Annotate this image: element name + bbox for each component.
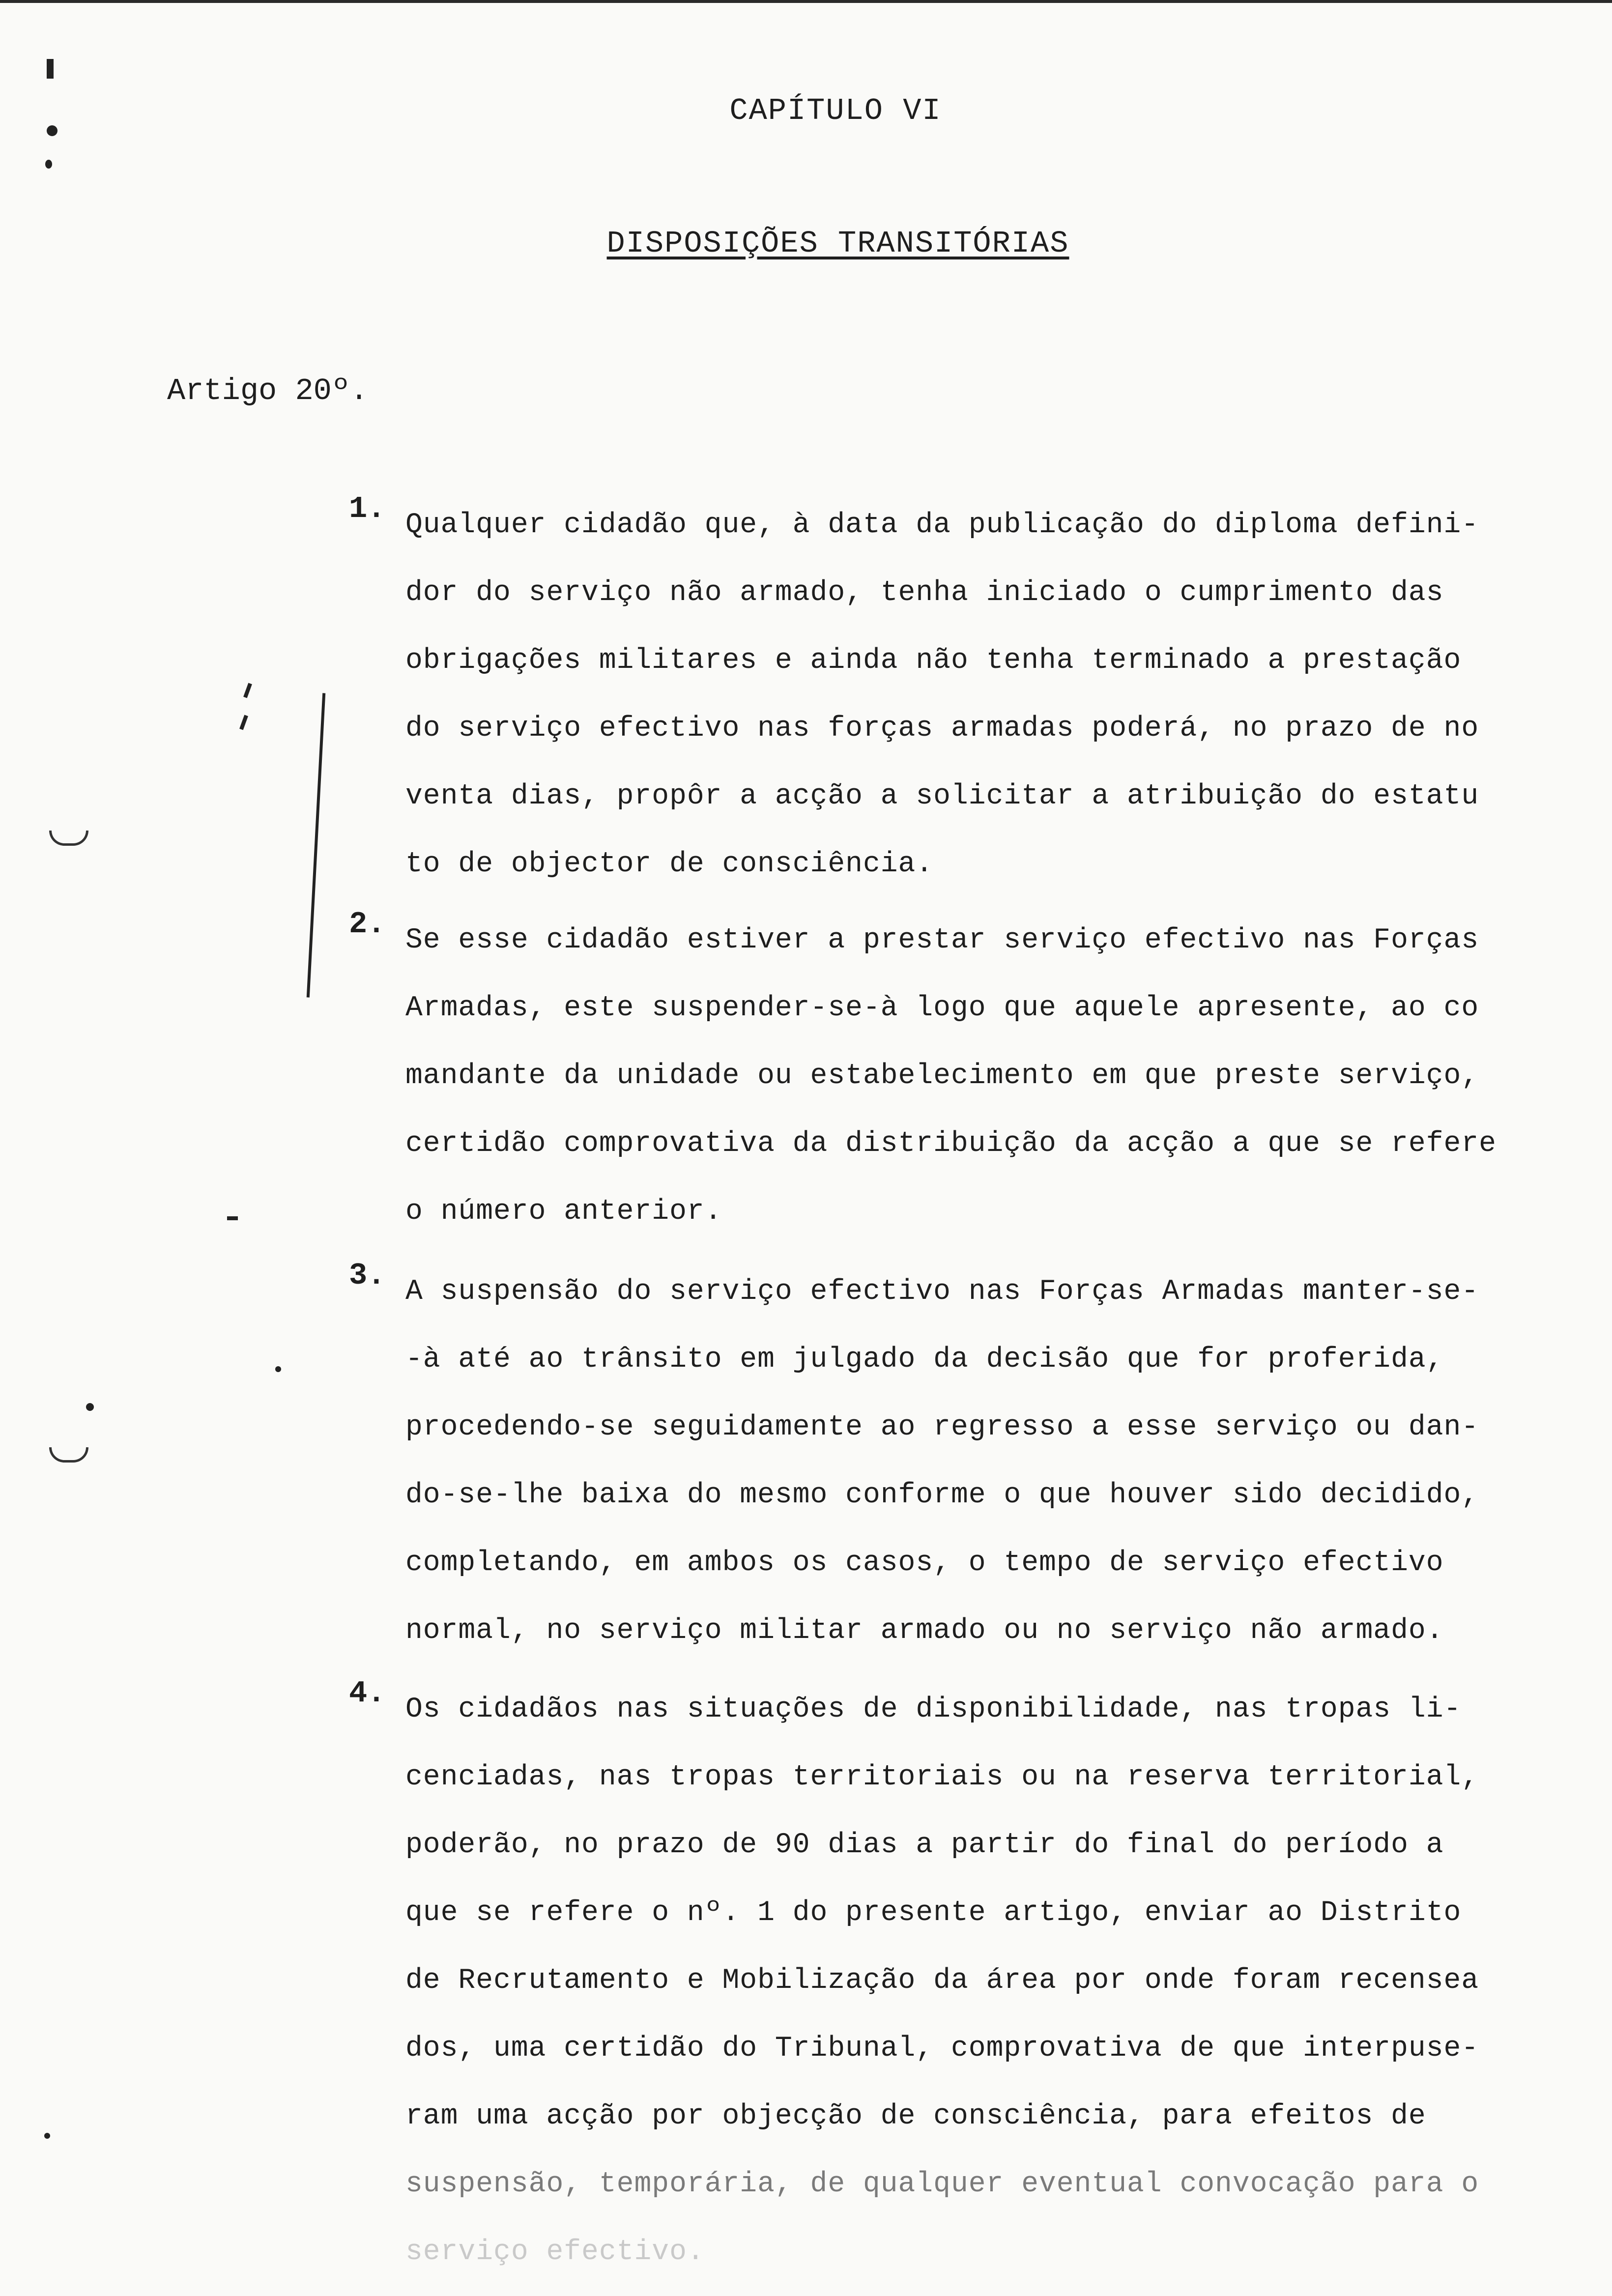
margin-mark [45, 160, 52, 169]
paragraph-number: 2. [349, 907, 386, 942]
paragraph-1 [349, 491, 1538, 898]
paragraph-2 [349, 907, 1538, 1246]
paragraph-line: do-se-lhe baixa do mesmo conforme o que houver sido decidido, [405, 1479, 1479, 1511]
paragraph-line: o número anterior. [405, 1196, 722, 1228]
margin-mark [227, 1216, 238, 1220]
paragraph-number: 1. [349, 491, 386, 526]
paragraph-line: do serviço efectivo nas forças armadas poderá, no prazo de no [405, 713, 1479, 745]
margin-mark [275, 1366, 281, 1372]
paragraph-line: obrigações militares e ainda não tenha terminado a prestação [405, 645, 1462, 677]
margin-mark [307, 693, 325, 997]
paragraph-line: Se esse cidadão estiver a prestar serviço efectivo nas Forças [405, 924, 1479, 956]
page-top-border [0, 0, 1612, 3]
paragraph-line: dor do serviço não armado, tenha iniciado o cumprimento das [405, 577, 1444, 609]
paragraph-line: poderão, no prazo de 90 dias a partir do final do período a [405, 1829, 1444, 1861]
paragraph-line: venta dias, propôr a acção a solicitar a atribuição do estatu [405, 780, 1479, 812]
margin-curve [49, 831, 88, 846]
paragraph-line: A suspensão do serviço efectivo nas Forças Armadas manter-se- [405, 1276, 1479, 1308]
margin-mark [44, 2133, 50, 2139]
chapter-heading: CAPÍTULO VI [729, 93, 942, 128]
paragraph-number: 3. [349, 1258, 386, 1293]
paragraph-line: normal, no serviço militar armado ou no serviço não armado. [405, 1615, 1444, 1647]
paragraph-line: procedendo-se seguidamente ao regresso a esse serviço ou dan- [405, 1411, 1479, 1443]
paragraph-line: -à até ao trânsito em julgado da decisão que for proferida, [405, 1344, 1444, 1376]
paragraph-line: ram uma acção por objecção de consciência, para efeitos de [405, 2100, 1426, 2132]
paragraph-3 [349, 1258, 1538, 1665]
paragraph-line: que se refere o nº. 1 do presente artigo, enviar ao Distrito [405, 1897, 1462, 1929]
paragraph-line: serviço efectivo. [405, 2236, 705, 2268]
margin-mark [239, 715, 248, 730]
paragraph-number: 4. [349, 1676, 386, 1711]
margin-mark [47, 59, 54, 79]
paragraph-line: completando, em ambos os casos, o tempo de serviço efectivo [405, 1547, 1444, 1579]
paragraph-line: cenciadas, nas tropas territoriais ou na reserva territorial, [405, 1761, 1479, 1793]
paragraph-4 [349, 1676, 1538, 2286]
section-title: DISPOSIÇÕES TRANSITÓRIAS [606, 226, 1069, 261]
paragraph-line: certidão comprovativa da distribuição da acção a que se refere [405, 1128, 1497, 1160]
paragraph-line: mandante da unidade ou estabelecimento em que preste serviço, [405, 1060, 1479, 1092]
paragraph-line: suspensão, temporária, de qualquer eventual convocação para o [405, 2168, 1479, 2200]
paragraph-line: Os cidadãos nas situações de disponibilidade, nas tropas li- [405, 1693, 1462, 1725]
paragraph-line: de Recrutamento e Mobilização da área por onde foram recensea [405, 1965, 1479, 1997]
margin-mark [243, 683, 252, 698]
paragraph-line: Armadas, este suspender-se-à logo que aquele apresente, ao co [405, 992, 1479, 1024]
paragraph-line: to de objector de consciência. [405, 848, 934, 880]
margin-curve [49, 1447, 88, 1463]
margin-mark [86, 1403, 94, 1411]
paragraph-line: dos, uma certidão do Tribunal, comprovativa de que interpuse- [405, 2033, 1479, 2065]
paragraph-line: Qualquer cidadão que, à data da publicação do diploma defini- [405, 509, 1479, 541]
article-label: Artigo 20º. [167, 373, 369, 408]
